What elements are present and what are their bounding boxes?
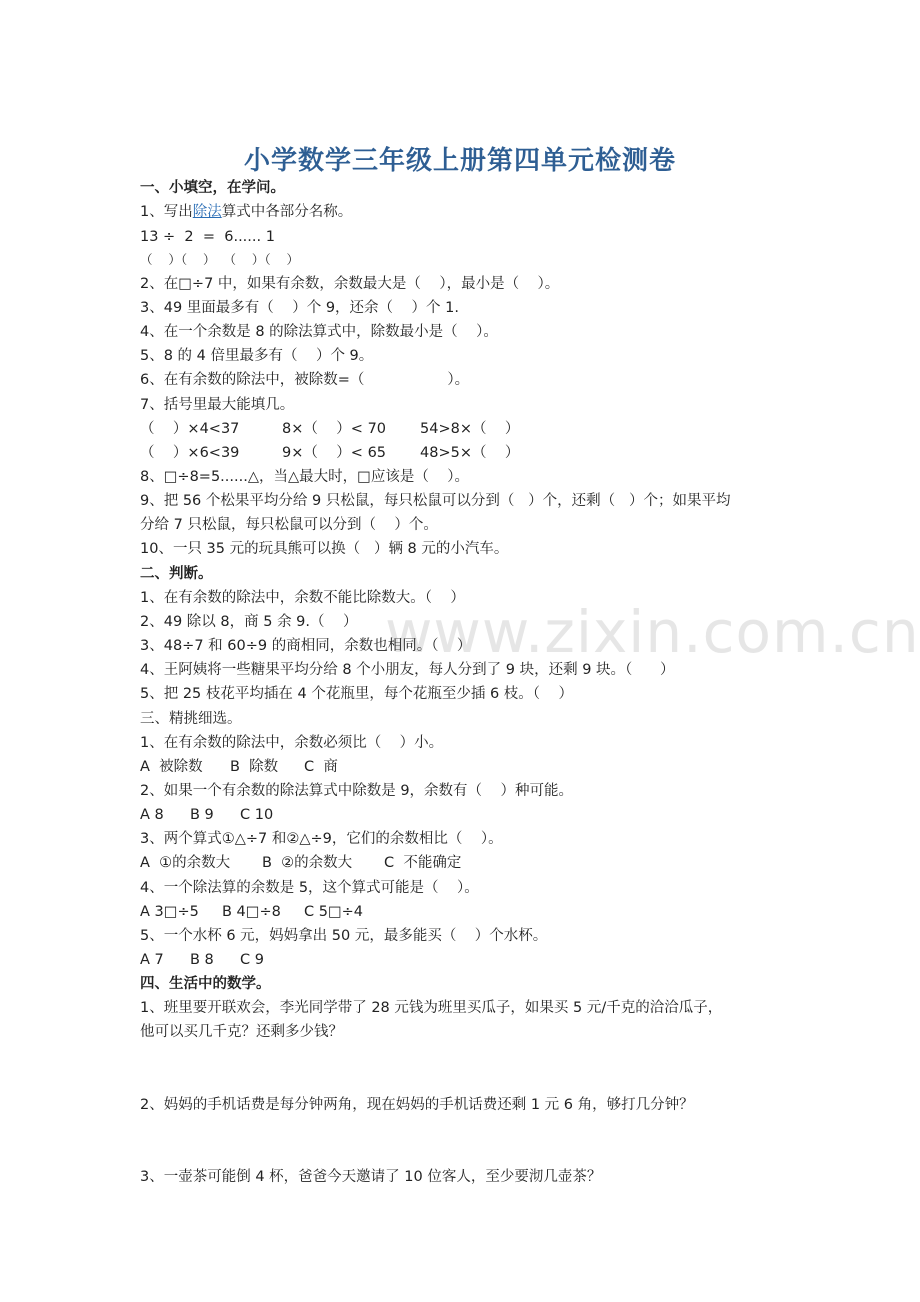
question-1-4: 4、在一个余数是 8 的除法算式中，除数最小是（ ）。	[140, 324, 498, 340]
question-2-3: 3、48÷7 和 60÷9 的商相同，余数也相同。（ ）	[140, 638, 472, 654]
q7-row1-item: （ ）×4<37	[140, 421, 240, 437]
q7-row1-item: 54>8×（ ）	[420, 421, 520, 437]
question-1-2: 2、在□÷7 中，如果有余数，余数最大是（ ），最小是（ ）。	[140, 276, 560, 292]
option-b: B ②的余数大	[262, 855, 353, 871]
question-1-3: 3、49 里面最多有（ ）个 9，还余（ ）个 1.	[140, 300, 459, 316]
question-4-3: 3、一壶茶可能倒 4 杯，爸爸今天邀请了 10 位客人，至少要沏几壶茶？	[140, 1169, 602, 1185]
option-a: A 3□÷5	[140, 904, 199, 920]
question-4-1a: 1、班里要开联欢会，李光同学带了 28 元钱为班里买瓜子，如果买 5 元/千克的洽洽瓜子，	[140, 1000, 723, 1016]
page-title: 小学数学三年级上册第四单元检测卷	[243, 146, 676, 176]
question-1-9b: 分给 7 只松鼠，每只松鼠可以分到（ ）个。	[140, 517, 438, 533]
question-1-7: 7、括号里最大能填几。	[140, 397, 295, 413]
q3-4-options	[140, 902, 790, 922]
q1-formula: 13 ÷ 2 = 6...... 1	[140, 229, 275, 245]
section-4-heading: 四、生活中的数学。	[140, 976, 271, 992]
question-1-6: 6、在有余数的除法中，被除数=（ ）。	[140, 372, 470, 388]
option-c: C 5□÷4	[304, 904, 364, 920]
option-a: A 被除数	[140, 759, 203, 775]
q7-row2-item: 48>5×（ ）	[420, 445, 520, 461]
section-3-heading: 三、精挑细选。	[140, 711, 242, 727]
question-4-2: 2、妈妈的手机话费是每分钟两角，现在妈妈的手机话费还剩 1 元 6 角，够打几分钟？	[140, 1097, 694, 1113]
question-1-1	[140, 202, 790, 222]
question-3-4: 4、一个除法算的余数是 5，这个算式可能是（ ）。	[140, 880, 479, 896]
question-1-8: 8、□÷8=5......△，当△最大时，□应该是（ ）。	[140, 469, 470, 485]
question-1-9a: 9、把 56 个松果平均分给 9 只松鼠，每只松鼠可以分到（ ）个，还剩（ ）个；如果平均	[140, 493, 731, 509]
question-3-5: 5、一个水杯 6 元，妈妈拿出 50 元，最多能买（ ）个水杯。	[140, 928, 548, 944]
q7-row1-item: 8×（ ）< 70	[282, 421, 387, 437]
option-b: B 8	[190, 952, 214, 968]
question-4-1b: 他可以买几千克？还剩多少钱？	[140, 1024, 343, 1040]
q7-row2-item: 9×（ ）< 65	[282, 445, 387, 461]
q7-row-1	[140, 419, 790, 439]
option-b: B 9	[190, 807, 214, 823]
division-link[interactable]: 除法	[192, 204, 222, 220]
q1-prefix: 1、写出	[140, 204, 193, 220]
option-a: A ①的余数大	[140, 855, 231, 871]
q1-blanks: （ ）（ ） （ ）（ ）	[140, 252, 300, 267]
q3-1-options	[140, 757, 790, 777]
question-1-5: 5、8 的 4 倍里最多有（ ）个 9。	[140, 348, 374, 364]
option-a: A 8	[140, 807, 164, 823]
question-3-3: 3、两个算式①△÷7 和②△÷9，它们的余数相比（ ）。	[140, 831, 503, 847]
q7-row-2	[140, 443, 790, 463]
question-3-1: 1、在有余数的除法中，余数必须比（ ）小。	[140, 735, 444, 751]
option-c: C 9	[240, 952, 264, 968]
q3-2-options	[140, 805, 790, 825]
option-c: C 10	[240, 807, 274, 823]
question-2-4: 4、王阿姨将一些糖果平均分给 8 个小朋友，每人分到了 9 块，还剩 9 块。（ ）	[140, 662, 675, 678]
watermark: www.zixin.com.cn	[385, 598, 920, 666]
q7-row2-item: （ ）×6<39	[140, 445, 240, 461]
section-1-heading: 一、小填空，在学问。	[140, 180, 285, 196]
q3-3-options	[140, 853, 790, 873]
option-b: B 4□÷8	[222, 904, 281, 920]
question-1-10: 10、一只 35 元的玩具熊可以换（ ）辆 8 元的小汽车。	[140, 541, 509, 557]
question-2-2: 2、49 除以 8，商 5 余 9.（ ）	[140, 614, 358, 630]
option-a: A 7	[140, 952, 164, 968]
section-2-heading: 二、判断。	[140, 566, 213, 582]
question-2-5: 5、把 25 枝花平均插在 4 个花瓶里，每个花瓶至少插 6 枝。（ ）	[140, 686, 573, 702]
q3-5-options	[140, 950, 790, 970]
question-2-1: 1、在有余数的除法中，余数不能比除数大。（ ）	[140, 590, 465, 606]
option-c: C 不能确定	[384, 855, 462, 871]
option-c: C 商	[304, 759, 338, 775]
option-b: B 除数	[230, 759, 279, 775]
q1-suffix: 算式中各部分名称。	[221, 204, 353, 220]
question-3-2: 2、如果一个有余数的除法算式中除数是 9，余数有（ ）种可能。	[140, 783, 573, 799]
